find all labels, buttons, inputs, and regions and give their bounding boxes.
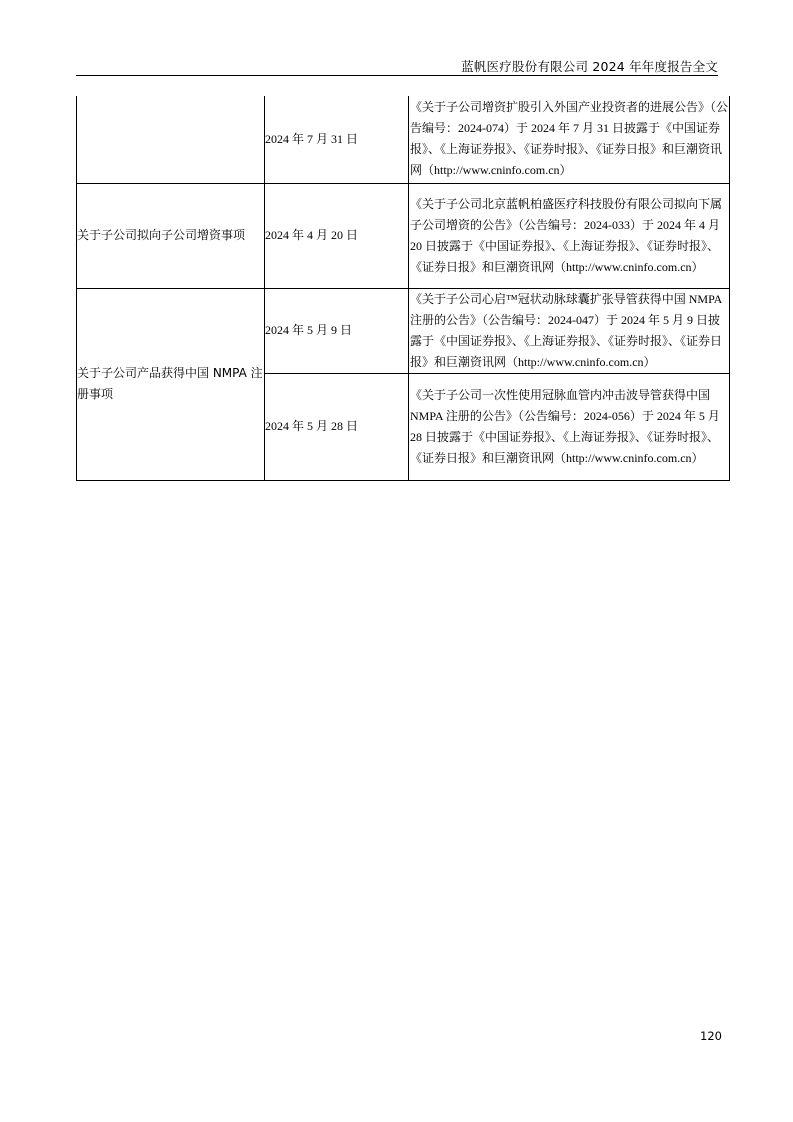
disclosure-cell: 《关于子公司增资扩股引入外国产业投资者的进展公告》（公告编号：2024-074）于 2024 年 7 月 31 日披露于《中国证券报》、《上海证券报》、《证券时报》、《证券日报》和巨潮资讯网（http://www.cninfo.com.cn） [409,96,730,183]
table-row [77,288,730,373]
matter-cell: 关于子公司产品获得中国 NMPA 注册事项 [77,288,265,480]
matter-cell [77,96,265,183]
header-divider [76,75,718,76]
matter-cell: 关于子公司拟向子公司增资事项 [77,183,265,288]
date-cell: 2024 年 4 月 20 日 [265,183,409,288]
table-row [77,183,730,288]
document-header-title: 蓝帆医疗股份有限公司 2024 年年度报告全文 [461,59,718,74]
date-cell: 2024 年 5 月 9 日 [265,288,409,373]
disclosure-cell: 《关于子公司心启™冠状动脉球囊扩张导管获得中国 NMPA 注册的公告》（公告编号：2024-047）于 2024 年 5 月 9 日披露于《中国证券报》、《上海证券报》、《证券时报》、《证券日报》和巨潮资讯网（http://www.cninfo.com.cn） [409,288,730,373]
disclosure-cell: 《关于子公司一次性使用冠脉血管内冲击波导管获得中国 NMPA 注册的公告》（公告编号：2024-056）于 2024 年 5 月 28 日披露于《中国证券报》、《上海证券报》、《证券时报》、《证券日报》和巨潮资讯网（http://www.cninfo.com.cn） [409,373,730,480]
date-cell: 2024 年 7 月 31 日 [265,96,409,183]
date-cell: 2024 年 5 月 28 日 [265,373,409,480]
table-row [77,96,730,183]
page-number: 120 [700,1029,722,1043]
disclosure-table [76,96,730,481]
disclosure-cell: 《关于子公司北京蓝帆柏盛医疗科技股份有限公司拟向下属子公司增资的公告》（公告编号：2024-033）于 2024 年 4 月 20 日披露于《中国证券报》、《上海证券报》、《证券时报》、《证券日报》和巨潮资讯网（http://www.cninfo.com.cn） [409,183,730,288]
